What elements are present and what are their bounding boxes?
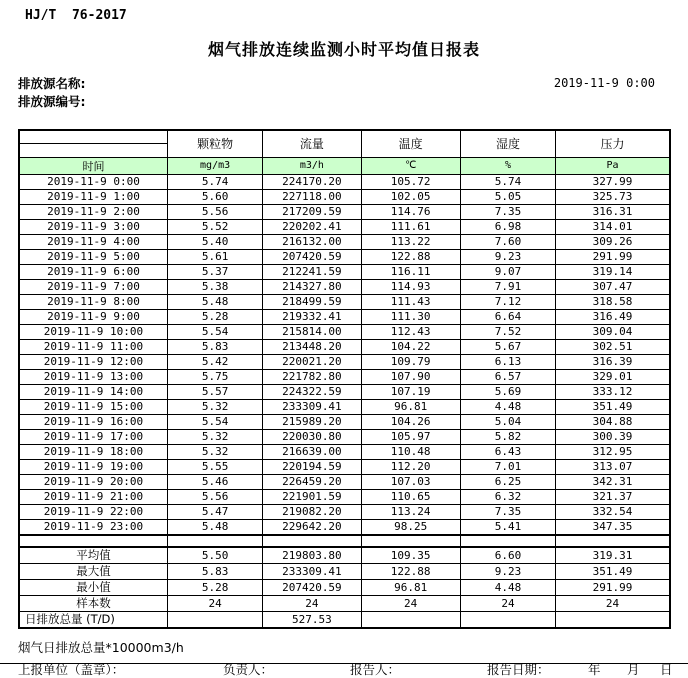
time-cell: 2019-11-9 2:00 (19, 204, 167, 219)
value-cell: 212241.59 (263, 264, 361, 279)
value-cell: 207420.59 (263, 579, 361, 595)
time-cell: 2019-11-9 18:00 (19, 444, 167, 459)
time-cell: 2019-11-9 19:00 (19, 459, 167, 474)
value-cell: 122.88 (361, 563, 460, 579)
value-cell: 111.30 (361, 309, 460, 324)
time-cell: 2019-11-9 7:00 (19, 279, 167, 294)
value-cell: 5.40 (167, 234, 262, 249)
value-cell: 527.53 (263, 611, 361, 628)
time-cell: 2019-11-9 8:00 (19, 294, 167, 309)
value-cell: 224170.20 (263, 174, 361, 189)
value-cell: 9.07 (460, 264, 555, 279)
value-cell: 110.48 (361, 444, 460, 459)
time-header-upper-cell (19, 130, 167, 144)
value-cell: 319.31 (556, 547, 670, 564)
value-cell: 218499.59 (263, 294, 361, 309)
column-header: 温度 (361, 130, 460, 157)
value-cell: 6.57 (460, 369, 555, 384)
value-cell: 316.49 (556, 309, 670, 324)
value-cell: 5.82 (460, 429, 555, 444)
value-cell: 5.41 (460, 519, 555, 535)
value-cell: 220202.41 (263, 219, 361, 234)
value-cell: 5.56 (167, 204, 262, 219)
value-cell: 318.58 (556, 294, 670, 309)
summary-label-cell: 最小值 (19, 579, 167, 595)
summary-label-cell: 平均值 (19, 547, 167, 564)
value-cell: 233309.41 (263, 399, 361, 414)
value-cell: 24 (460, 595, 555, 611)
table-row (19, 429, 670, 444)
value-cell: 5.32 (167, 444, 262, 459)
unit-cell: % (460, 157, 555, 174)
table-row (19, 547, 670, 564)
value-cell: 309.26 (556, 234, 670, 249)
value-cell: 291.99 (556, 579, 670, 595)
value-cell: 217209.59 (263, 204, 361, 219)
table-header (19, 130, 670, 174)
value-cell: 5.50 (167, 547, 262, 564)
unit-cell: mg/m3 (167, 157, 262, 174)
value-cell: 96.81 (361, 579, 460, 595)
table-row (19, 504, 670, 519)
value-cell: 229642.20 (263, 519, 361, 535)
unit-cell: m3/h (263, 157, 361, 174)
value-cell: 107.90 (361, 369, 460, 384)
value-cell: 321.37 (556, 489, 670, 504)
value-cell: 5.83 (167, 563, 262, 579)
table-row (19, 611, 670, 628)
value-cell: 7.12 (460, 294, 555, 309)
value-cell: 9.23 (460, 563, 555, 579)
value-cell: 5.46 (167, 474, 262, 489)
value-cell: 107.03 (361, 474, 460, 489)
summary-label-cell: 最大值 (19, 563, 167, 579)
time-cell: 2019-11-9 20:00 (19, 474, 167, 489)
value-cell: 214327.80 (263, 279, 361, 294)
daily-report-page (0, 8, 688, 677)
value-cell: 5.55 (167, 459, 262, 474)
year-label: 年 (588, 661, 601, 677)
value-cell: 5.37 (167, 264, 262, 279)
table-row (19, 444, 670, 459)
value-cell: 327.99 (556, 174, 670, 189)
month-label: 月 (627, 661, 640, 677)
total-emission-note: 烟气日排放总量*10000m3/h (18, 639, 184, 655)
value-cell: 224322.59 (263, 384, 361, 399)
value-cell: 7.35 (460, 204, 555, 219)
summary-label-cell: 样本数 (19, 595, 167, 611)
value-cell: 104.26 (361, 414, 460, 429)
table-row (19, 264, 670, 279)
report-table (18, 129, 671, 629)
value-cell: 5.74 (460, 174, 555, 189)
value-cell: 221782.80 (263, 369, 361, 384)
table-row (19, 324, 670, 339)
value-cell: 104.22 (361, 339, 460, 354)
table-row (19, 309, 670, 324)
column-header: 湿度 (460, 130, 555, 157)
time-cell: 2019-11-9 15:00 (19, 399, 167, 414)
day-label: 日 (660, 661, 673, 677)
value-cell: 302.51 (556, 339, 670, 354)
table-row (19, 279, 670, 294)
value-cell: 5.48 (167, 294, 262, 309)
time-cell: 2019-11-9 22:00 (19, 504, 167, 519)
value-cell (167, 611, 262, 628)
separator (19, 535, 670, 547)
value-cell: 227118.00 (263, 189, 361, 204)
page-title: 烟气排放连续监测小时平均值日报表 (207, 40, 480, 59)
time-cell: 2019-11-9 0:00 (19, 174, 167, 189)
value-cell: 114.93 (361, 279, 460, 294)
header-row-top (19, 130, 670, 144)
value-cell: 7.52 (460, 324, 555, 339)
value-cell: 351.49 (556, 399, 670, 414)
table-row (19, 519, 670, 535)
value-cell: 5.47 (167, 504, 262, 519)
column-header: 流量 (263, 130, 361, 157)
value-cell: 24 (263, 595, 361, 611)
value-cell: 313.07 (556, 459, 670, 474)
value-cell: 107.19 (361, 384, 460, 399)
value-cell: 6.64 (460, 309, 555, 324)
value-cell: 207420.59 (263, 249, 361, 264)
value-cell: 6.98 (460, 219, 555, 234)
report-date-label: 报告日期： (487, 661, 550, 677)
value-cell: 314.01 (556, 219, 670, 234)
value-cell (361, 611, 460, 628)
value-cell: 6.25 (460, 474, 555, 489)
column-header: 压力 (556, 130, 670, 157)
value-cell: 7.60 (460, 234, 555, 249)
column-header: 颗粒物 (167, 130, 262, 157)
value-cell: 5.83 (167, 339, 262, 354)
time-cell: 2019-11-9 13:00 (19, 369, 167, 384)
responsible-label: 负责人： (223, 661, 274, 677)
value-cell: 7.01 (460, 459, 555, 474)
value-cell: 219803.80 (263, 547, 361, 564)
value-cell: 6.32 (460, 489, 555, 504)
value-cell: 333.12 (556, 384, 670, 399)
source-id-line (18, 92, 688, 110)
value-cell: 5.57 (167, 384, 262, 399)
value-cell: 307.47 (556, 279, 670, 294)
value-cell: 110.65 (361, 489, 460, 504)
value-cell: 4.48 (460, 399, 555, 414)
value-cell: 5.54 (167, 324, 262, 339)
value-cell: 5.05 (460, 189, 555, 204)
time-cell: 2019-11-9 11:00 (19, 339, 167, 354)
report-datetime: 2019-11-9 0:00 (553, 76, 655, 90)
value-cell: 24 (167, 595, 262, 611)
table-row (19, 369, 670, 384)
table-row (19, 204, 670, 219)
table-row (19, 249, 670, 264)
time-cell: 2019-11-9 12:00 (19, 354, 167, 369)
value-cell: 226459.20 (263, 474, 361, 489)
value-cell: 4.48 (460, 579, 555, 595)
value-cell: 112.43 (361, 324, 460, 339)
time-cell: 2019-11-9 4:00 (19, 234, 167, 249)
table-row (19, 384, 670, 399)
value-cell: 5.52 (167, 219, 262, 234)
value-cell: 304.88 (556, 414, 670, 429)
table-row (19, 459, 670, 474)
value-cell: 216639.00 (263, 444, 361, 459)
table-row (19, 414, 670, 429)
value-cell: 113.22 (361, 234, 460, 249)
value-cell: 112.20 (361, 459, 460, 474)
value-cell: 109.35 (361, 547, 460, 564)
table-row (19, 174, 670, 189)
value-cell: 5.75 (167, 369, 262, 384)
value-cell: 5.67 (460, 339, 555, 354)
table-row (19, 339, 670, 354)
summary-rows (19, 547, 670, 628)
value-cell: 233309.41 (263, 563, 361, 579)
value-cell: 5.38 (167, 279, 262, 294)
time-cell: 2019-11-9 16:00 (19, 414, 167, 429)
time-cell: 2019-11-9 9:00 (19, 309, 167, 324)
value-cell: 9.23 (460, 249, 555, 264)
separator-row (19, 535, 670, 547)
time-cell: 2019-11-9 14:00 (19, 384, 167, 399)
time-cell: 2019-11-9 21:00 (19, 489, 167, 504)
value-cell: 98.25 (361, 519, 460, 535)
value-cell: 5.69 (460, 384, 555, 399)
value-cell: 5.28 (167, 579, 262, 595)
meta-block (18, 74, 688, 110)
bottom-divider (0, 663, 688, 664)
table-row (19, 399, 670, 414)
table-row (19, 489, 670, 504)
reporter-label: 报告人： (350, 661, 401, 677)
value-cell: 312.95 (556, 444, 670, 459)
time-header-cell: 时间 (19, 157, 167, 174)
time-cell: 2019-11-9 23:00 (19, 519, 167, 535)
value-cell: 109.79 (361, 354, 460, 369)
value-cell: 5.54 (167, 414, 262, 429)
summary-label-cell: 日排放总量 (T/D) (19, 611, 167, 628)
value-cell: 219082.20 (263, 504, 361, 519)
source-name-line (18, 74, 688, 92)
value-cell: 325.73 (556, 189, 670, 204)
table-row (19, 294, 670, 309)
value-cell: 329.01 (556, 369, 670, 384)
time-cell: 2019-11-9 6:00 (19, 264, 167, 279)
value-cell: 347.35 (556, 519, 670, 535)
value-cell: 316.39 (556, 354, 670, 369)
time-cell: 2019-11-9 10:00 (19, 324, 167, 339)
unit-cell: Pa (556, 157, 670, 174)
value-cell: 6.60 (460, 547, 555, 564)
value-cell: 5.04 (460, 414, 555, 429)
value-cell: 215989.20 (263, 414, 361, 429)
value-cell: 220194.59 (263, 459, 361, 474)
value-cell: 342.31 (556, 474, 670, 489)
value-cell: 7.35 (460, 504, 555, 519)
table-row (19, 354, 670, 369)
value-cell (460, 611, 555, 628)
time-cell: 2019-11-9 5:00 (19, 249, 167, 264)
value-cell: 6.13 (460, 354, 555, 369)
value-cell: 216132.00 (263, 234, 361, 249)
value-cell: 116.11 (361, 264, 460, 279)
value-cell: 105.97 (361, 429, 460, 444)
value-cell: 220021.20 (263, 354, 361, 369)
time-cell: 2019-11-9 3:00 (19, 219, 167, 234)
table-row (19, 579, 670, 595)
value-cell: 351.49 (556, 563, 670, 579)
value-cell: 332.54 (556, 504, 670, 519)
value-cell: 5.32 (167, 429, 262, 444)
value-cell: 114.76 (361, 204, 460, 219)
value-cell: 24 (556, 595, 670, 611)
time-cell: 2019-11-9 17:00 (19, 429, 167, 444)
table-row (19, 595, 670, 611)
unit-row (19, 157, 670, 174)
value-cell: 105.72 (361, 174, 460, 189)
value-cell: 220030.80 (263, 429, 361, 444)
value-cell: 5.60 (167, 189, 262, 204)
value-cell: 213448.20 (263, 339, 361, 354)
table-row (19, 219, 670, 234)
value-cell: 24 (361, 595, 460, 611)
value-cell: 5.48 (167, 519, 262, 535)
table-row (19, 234, 670, 249)
standard-code: HJ/T 76-2017 (25, 8, 127, 23)
value-cell: 300.39 (556, 429, 670, 444)
value-cell: 219332.41 (263, 309, 361, 324)
value-cell: 6.43 (460, 444, 555, 459)
table-row (19, 563, 670, 579)
value-cell: 221901.59 (263, 489, 361, 504)
unit-cell: ℃ (361, 157, 460, 174)
value-cell: 5.32 (167, 399, 262, 414)
time-cell: 2019-11-9 1:00 (19, 189, 167, 204)
value-cell: 111.43 (361, 294, 460, 309)
value-cell: 96.81 (361, 399, 460, 414)
value-cell: 102.05 (361, 189, 460, 204)
value-cell: 309.04 (556, 324, 670, 339)
value-cell: 291.99 (556, 249, 670, 264)
report-unit-label: 上报单位（盖章）： (18, 661, 125, 677)
value-cell: 5.42 (167, 354, 262, 369)
table-row (19, 474, 670, 489)
value-cell: 5.74 (167, 174, 262, 189)
value-cell: 113.24 (361, 504, 460, 519)
data-rows (19, 174, 670, 535)
value-cell: 7.91 (460, 279, 555, 294)
value-cell: 215814.00 (263, 324, 361, 339)
time-header-lower-cell (19, 144, 167, 158)
value-cell (556, 611, 670, 628)
source-id-label: 排放源编号: (18, 94, 86, 109)
value-cell: 111.61 (361, 219, 460, 234)
value-cell: 319.14 (556, 264, 670, 279)
value-cell: 5.61 (167, 249, 262, 264)
value-cell: 316.31 (556, 204, 670, 219)
value-cell: 5.56 (167, 489, 262, 504)
source-name-label: 排放源名称: (18, 76, 86, 91)
table-row (19, 189, 670, 204)
value-cell: 5.28 (167, 309, 262, 324)
value-cell: 122.88 (361, 249, 460, 264)
